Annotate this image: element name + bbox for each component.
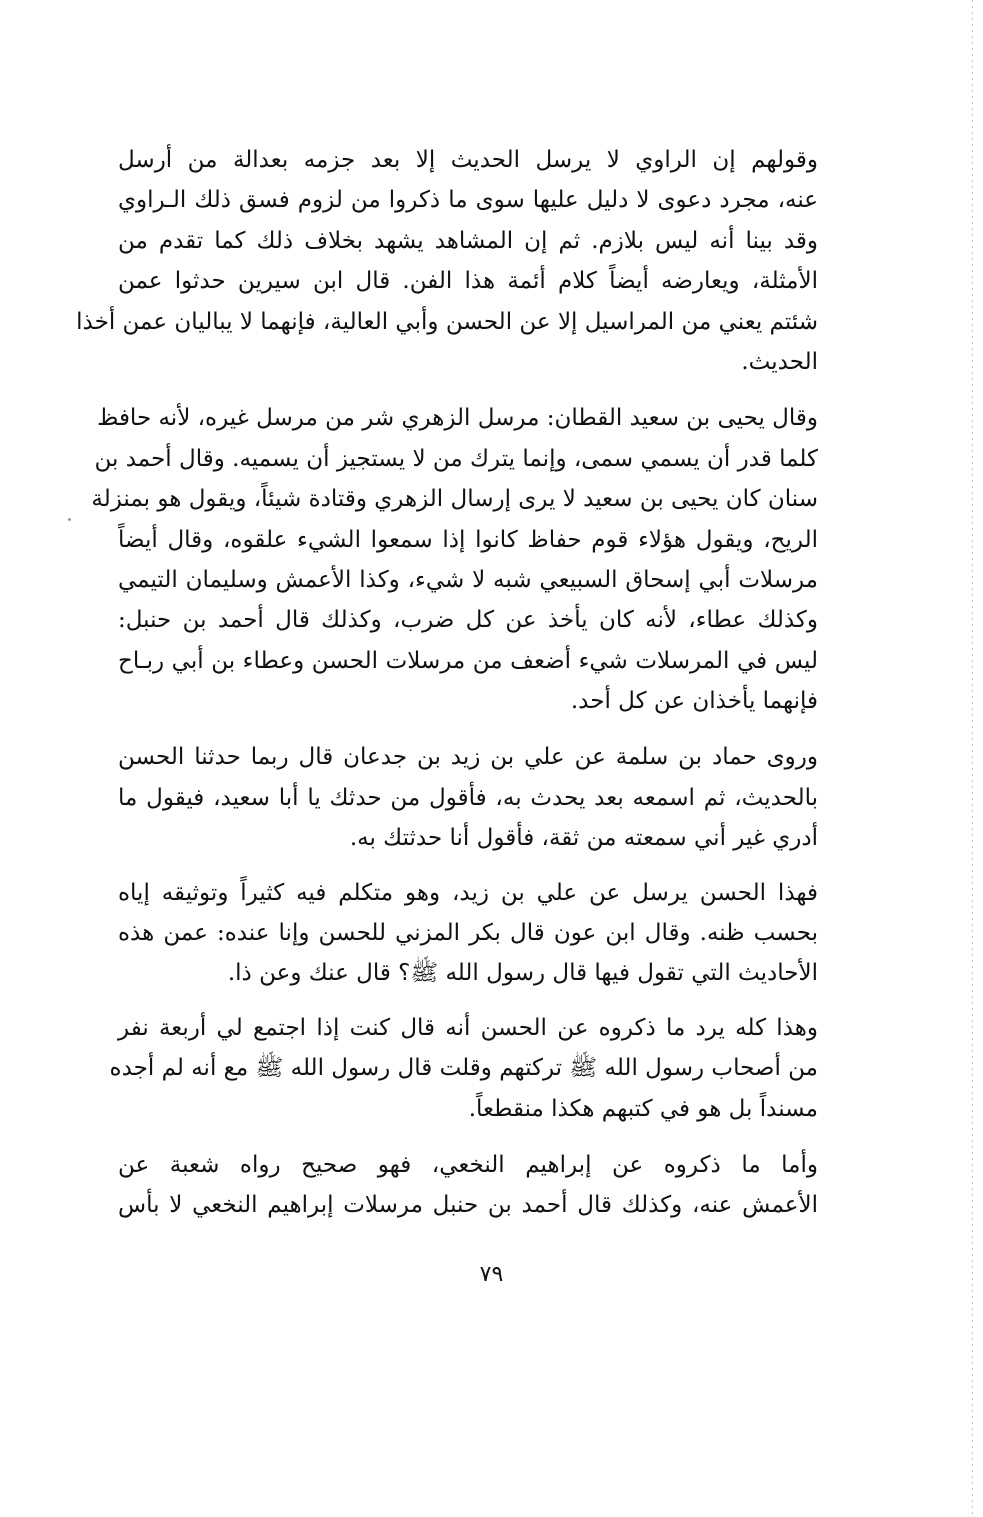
text-line: ليس في المرسلات شيء أضعف من مرسلات الحسن وعطاء بن أبي ربـاح bbox=[118, 647, 818, 674]
text-line: الأمثلة، ويعارضه أيضاً كلام أئمة هذا الفن. قال ابن سيرين حدثوا عمن bbox=[118, 268, 818, 295]
body-text bbox=[76, 140, 818, 1226]
text-line: الأحاديث التي تقول فيها قال رسول الله ﷺ؟ قال عنك وعن ذا. bbox=[227, 960, 818, 987]
text-line: من أصحاب رسول الله ﷺ تركتهم وقلت قال رسول الله ﷺ مع أنه لم أجده bbox=[109, 1055, 818, 1082]
text-line: فإنهما يأخذان عن كل أحد. bbox=[570, 688, 818, 715]
text-line: مرسلات أبي إسحاق السبيعي شبه لا شيء، وكذا الأعمش وسليمان التيمي bbox=[118, 566, 818, 593]
text-line: وأما ما ذكروه عن إبراهيم النخعي، فهو صحيح رواه شعبة عن bbox=[118, 1151, 818, 1178]
text-line: بحسب ظنه. وقال ابن عون قال بكر المزني للحسن وإنا عنده: عمن هذه bbox=[118, 920, 818, 947]
page-number: ٧٩ bbox=[479, 1262, 504, 1287]
text-line: وقولهم إن الراوي لا يرسل الحديث إلا بعد جزمه بعدالة من أرسل bbox=[118, 147, 818, 173]
text-line: بالحديث، ثم اسمعه بعد يحدث به، فأقول من حدثك يا أبا سعيد، فيقول ما bbox=[118, 784, 818, 811]
scan-speck bbox=[68, 518, 71, 521]
text-line: الريح، ويقول هؤلاء قوم حفاظ كانوا إذا سمعوا الشيء علقوه، وقال أيضاً bbox=[118, 526, 818, 553]
paragraph-4 bbox=[118, 873, 818, 994]
text-line: فهذا الحسن يرسل عن علي بن زيد، وهو متكلم فيه كثيراً وتوثيقه إياه bbox=[118, 879, 818, 906]
paragraph-5 bbox=[109, 1008, 818, 1129]
scan-edge-artifact bbox=[972, 0, 973, 1517]
paragraph-2 bbox=[91, 398, 818, 721]
text-line: وكذلك عطاء، لأنه كان يأخذ عن كل ضرب، وكذلك قال أحمد بن حنبل: bbox=[118, 607, 818, 634]
text-line: الأعمش عنه، وكذلك قال أحمد بن حنبل مرسلات إبراهيم النخعي لا بأس bbox=[118, 1192, 818, 1219]
text-line: أدري غير أني سمعته من ثقة، فأقول أنا حدثتك به. bbox=[349, 825, 818, 852]
paragraph-3 bbox=[118, 737, 818, 858]
paragraph-1 bbox=[76, 140, 818, 382]
text-line: شئتم يعني من المراسيل إلا عن الحسن وأبي العالية، فإنهما لا يباليان عمن أخذا bbox=[76, 308, 818, 335]
paragraph-6 bbox=[118, 1145, 818, 1226]
text-line: وروى حماد بن سلمة عن علي بن زيد بن جدعان قال ربما حدثنا الحسن bbox=[118, 744, 818, 771]
text-line: وقال يحيى بن سعيد القطان: مرسل الزهري شر من مرسل غيره، لأنه حافظ bbox=[97, 405, 818, 432]
text-line: سنان كان يحيى بن سعيد لا يرى إرسال الزهري وقتادة شيئاً، ويقول هو بمنزلة bbox=[91, 486, 818, 513]
text-line: عنه، مجرد دعوى لا دليل عليها سوى ما ذكروا من لزوم فسق ذلك الـراوي bbox=[118, 187, 818, 214]
text-line: الحديث. bbox=[741, 348, 818, 375]
text-line: مسنداً بل هو في كتبهم هكذا منقطعاً. bbox=[468, 1095, 818, 1122]
text-line: وقد بينا أنه ليس بلازم. ثم إن المشاهد يشهد بخلاف ذلك كما تقدم من bbox=[118, 227, 818, 254]
text-line: كلما قدر أن يسمي سمى، وإنما يترك من لا يستجيز أن يسميه. وقال أحمد بن bbox=[94, 445, 818, 472]
text-line: وهذا كله يرد ما ذكروه عن الحسن أنه قال كنت إذا اجتمع لي أربعة نفر bbox=[118, 1014, 818, 1041]
